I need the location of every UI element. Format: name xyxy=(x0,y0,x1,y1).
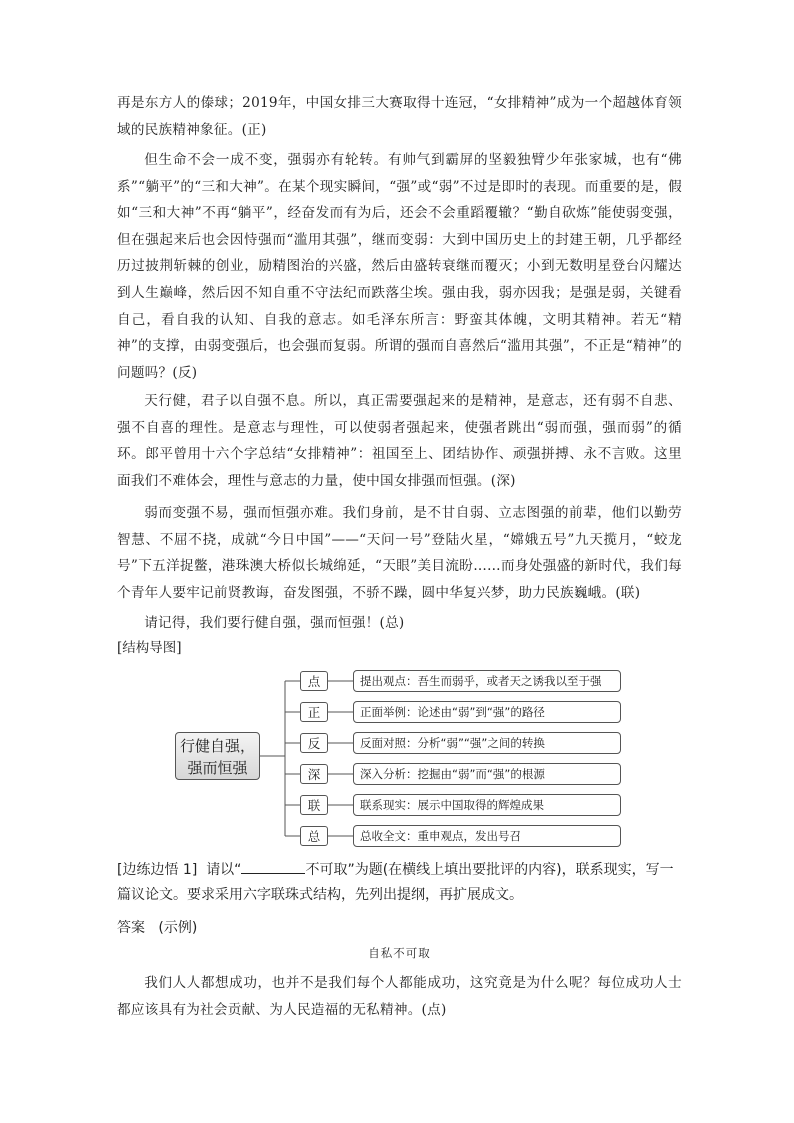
node-desc-zong: 总收全文：重申观点，发出号召 xyxy=(353,825,621,847)
answer-note: (示例) xyxy=(158,920,198,936)
structure-map xyxy=(117,660,682,852)
node-key-zheng: 正 xyxy=(300,702,328,722)
essay-title: 自私不可取 xyxy=(368,946,431,960)
node-desc-lian: 联系现实：展示中国取得的辉煌成果 xyxy=(353,794,621,816)
node-desc-shen: 深入分析：挖掘由“弱”而“强”的根源 xyxy=(353,763,621,785)
exercise-label: [边练边悟 1] xyxy=(117,862,198,878)
fill-in-blank xyxy=(241,859,305,874)
node-desc-fan: 反面对照：分析“弱”“强”之间的转换 xyxy=(353,732,621,754)
answer-paragraph-dian: 我们人人都想成功，也并不是我们每个人都能成功，这究竟是为什么呢？每位成功人士都应该具有为社会贡献、为人民造福的无私精神。(点) xyxy=(117,975,682,1018)
exercise-text-after: 不可取”为题(在横线上填出要批评的内容)，联系现实，写一篇议论文。要求采用六字联珠式结构，先列出提纲，再扩展成文。 xyxy=(117,862,674,903)
answer-label: 答案 xyxy=(117,920,145,936)
node-key-dian: 点 xyxy=(300,671,328,691)
structure-map-label: [结构导图] xyxy=(117,640,182,656)
node-desc-dian: 提出观点：吾生而弱乎，或者天之诱我以至于强 xyxy=(353,670,621,692)
central-theme-box: 行健自强，强而恒强 xyxy=(175,732,260,780)
node-key-zong: 总 xyxy=(300,826,328,846)
paragraph-shen: 天行健，君子以自强不息。所以，真正需要强起来的是精神，是意志，还有弱不自悲、强不自喜的理性。是意志与理性，可以使弱者强起来，使强者跳出“弱而强，强而弱”的循环。郎平曾用十六个字总结“女排精神”：祖国至上、团结协作、顽强拼搏、永不言败。这里面我们不难体会，理性与意志的力量，使中国女排强而恒强。(深) xyxy=(117,393,682,489)
answer-heading xyxy=(117,917,197,937)
exercise-text-before: 请以“ xyxy=(206,862,242,878)
node-key-lian: 联 xyxy=(300,795,328,815)
paragraph-lian: 弱而变强不易，强而恒强亦难。我们身前，是不甘自弱、立志图强的前辈，他们以勤劳智慧、不屈不挠，成就“今日中国”——“天问一号”登陆火星，“嫦娥五号”九天揽月，“蛟龙号”下五洋捉鳖，港珠澳大桥似长城绵延，“天眼”美目流盼……而身处强盛的新时代，我们每个青年人要牢记前贤教诲，奋发图强，不骄不躁，圆中华复兴梦，助力民族巍峨。(联) xyxy=(117,505,682,601)
exercise-prompt xyxy=(117,858,687,907)
node-desc-zheng: 正面举例：论述由“弱”到“强”的路径 xyxy=(353,701,621,723)
node-key-fan: 反 xyxy=(300,733,328,753)
node-key-shen: 深 xyxy=(300,764,328,784)
paragraph-zheng: 再是东方人的傣球；2019年，中国女排三大赛取得十连冠，“女排精神”成为一个超越体育领域的民族精神象征。(正) xyxy=(117,95,682,138)
paragraph-fan: 但生命不会一成不变，强弱亦有轮转。有帅气到霸屏的坚毅独臂少年张家城，也有“佛系”“躺平”的“三和大神”。在某个现实瞬间，“强”或“弱”不过是即时的表现。而重要的是，假如“三和大神”不再“躺平”，经奋发而有为后，还会不会重蹈覆辙？“勤自砍炼”能使弱变强，但在强起来后也会因恃强而“滥用其强”，继而变弱：大到中国历史上的封建王朝，几乎都经历过披荆斩棘的创业，励精图治的兴盛，然后由盛转衰继而覆灭；小到无数明星登台闪耀达到人生巅峰，然后因不知自重不守法纪而跌落尘埃。强由我，弱亦因我；是强是弱，关键看自己，看自我的认知、自我的意志。如毛泽东所言：野蛮其体魄，文明其精神。若无“精神”的支撑，由弱变强后，也会强而复弱。所谓的强而自喜然后“滥用其强”，不正是“精神”的问题吗？(反) xyxy=(117,152,682,381)
paragraph-zong: 请记得，我们要行健自强，强而恒强！(总) xyxy=(144,615,405,631)
